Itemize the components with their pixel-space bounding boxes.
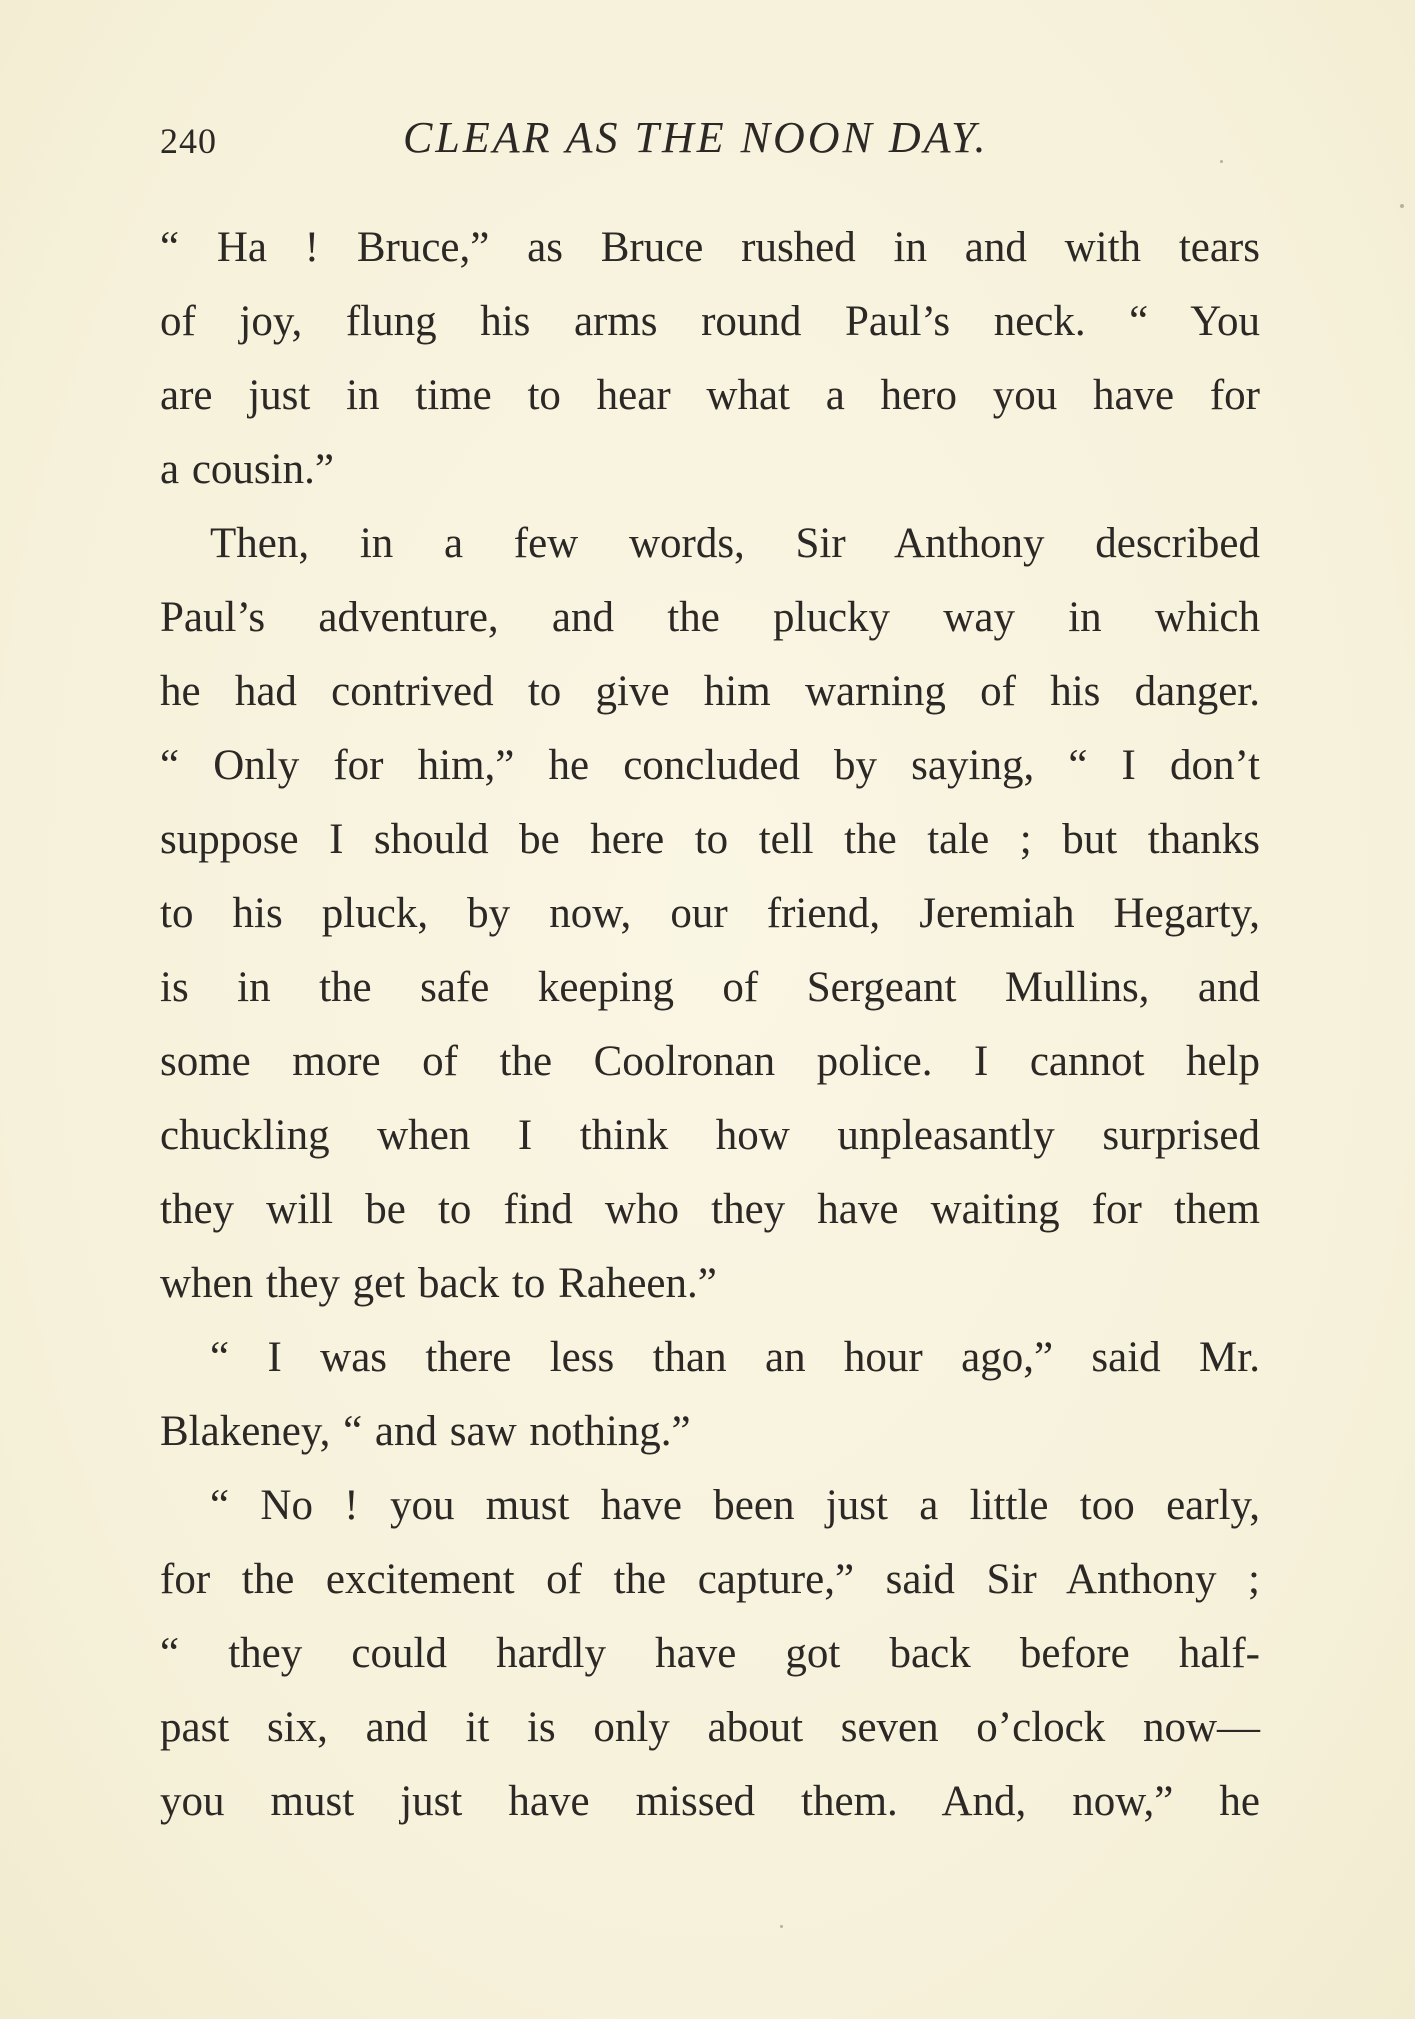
- body-text: [160, 218, 1260, 1846]
- text-line: Paul’s adventure, and the plucky way in which: [160, 594, 1260, 641]
- text-line: “ No ! you must have been just a little too early,: [210, 1482, 1260, 1529]
- text-line: of joy, flung his arms round Paul’s neck. “ You: [160, 298, 1260, 345]
- paper-speck: [1220, 160, 1223, 163]
- text-line: Blakeney, “ and saw nothing.”: [160, 1408, 691, 1455]
- text-line: “ Ha ! Bruce,” as Bruce rushed in and with tears: [160, 224, 1260, 271]
- running-head: [160, 112, 1260, 172]
- paper-speck: [780, 1925, 783, 1928]
- page-number: 240: [160, 121, 217, 161]
- paper-speck: [1400, 204, 1404, 208]
- text-line: to his pluck, by now, our friend, Jeremiah Hegarty,: [160, 890, 1260, 937]
- text-line: for the excitement of the capture,” said Sir Anthony ;: [160, 1556, 1260, 1603]
- text-line: Then, in a few words, Sir Anthony described: [210, 520, 1260, 567]
- text-line: they will be to find who they have waiting for them: [160, 1186, 1260, 1233]
- text-line: a cousin.”: [160, 446, 334, 493]
- text-line: past six, and it is only about seven o’clock now—: [160, 1704, 1260, 1751]
- text-line: “ Only for him,” he concluded by saying, “ I don’t: [160, 742, 1260, 789]
- text-line: when they get back to Raheen.”: [160, 1260, 717, 1307]
- text-line: some more of the Coolronan police. I cannot help: [160, 1038, 1260, 1085]
- text-line: suppose I should be here to tell the tale ; but thanks: [160, 816, 1260, 863]
- text-line: “ I was there less than an hour ago,” said Mr.: [210, 1334, 1260, 1381]
- running-title: CLEAR AS THE NOON DAY.: [403, 113, 989, 162]
- text-line: “ they could hardly have got back before half-: [160, 1630, 1260, 1677]
- text-line: chuckling when I think how unpleasantly surprised: [160, 1112, 1260, 1159]
- text-line: he had contrived to give him warning of his danger.: [160, 668, 1260, 715]
- text-line: are just in time to hear what a hero you have for: [160, 372, 1260, 419]
- text-line: is in the safe keeping of Sergeant Mullins, and: [160, 964, 1260, 1011]
- text-line: you must just have missed them. And, now,” he: [160, 1778, 1260, 1825]
